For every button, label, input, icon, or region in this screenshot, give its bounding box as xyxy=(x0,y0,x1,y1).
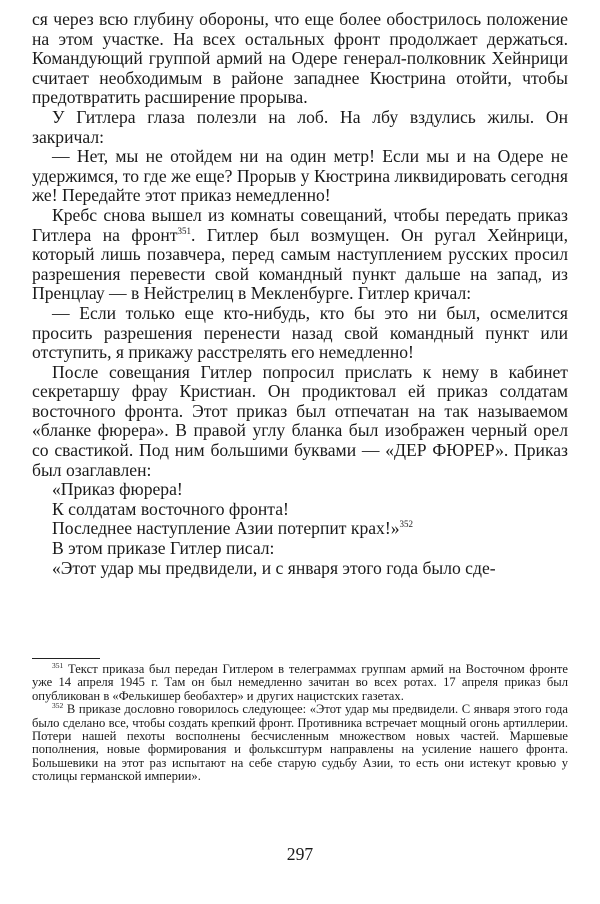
paragraph: После совещания Гитлер попросил прислать к нему в кабинет секретаршу фрау Кристиан. Он продиктовал ей приказ солдатам восточного фронта. Этот приказ был отпечатан на так называемом «бланке фюрера». В правой углу бланка был изображен черный орел со свастикой. Под ним большими буквами — «ДЕР ФЮРЕР». Приказ был озаглавлен: xyxy=(32,361,568,480)
footnotes xyxy=(32,663,568,784)
footnote-text: В приказе дословно говорилось следующее: «Этот удар мы предвидели. С января этого года было сделано все, чтобы создать крепкий фронт. Противника встречает мощный огонь артиллерии. Потери нашей пехоты восполнены бесчисленным множеством новых частей. Маршевые пополнения, новые формирования и фольксштурм направлены на усиление нашего фронта. Большевики на этот раз испытают на себе старую судьбу Азии, то есть они истекут кровью у столицы германской империи». xyxy=(32,702,568,784)
paragraph xyxy=(32,519,568,539)
footnote-351 xyxy=(32,663,568,703)
paragraph: «Этот удар мы предвидели, и с января этого года было сде- xyxy=(52,557,496,578)
footnote-text: Текст приказа был передан Гитлером в телеграммах группам армий на Восточном фронте уже 14 апреля 1945 г. Там он был немедленно зачитан во всех ротах. 17 апреля приказ был опубликован в «Фелькишер беобахтер» и других нацистских газетах. xyxy=(32,662,568,703)
page-number: 297 xyxy=(286,844,314,864)
footnote-number: 352 xyxy=(52,701,64,711)
paragraph: ся через всю глубину обороны, что еще более обострилось положение на этом участке. На всех остальных фронт продолжает держаться. Командующий группой армий на Одере генерал-полковник Хейнрици считает необходимым в районе западнее Кюстрина отойти, чтобы предотвратить расширение прорыва. xyxy=(32,9,568,108)
footnote-number: 351 xyxy=(52,661,64,670)
paragraph: — Если только еще кто-нибудь, кто бы это ни был, осмелится просить разрешения перенести назад свой командный пункт или отступить, я прикажу расстрелять его немедленно! xyxy=(32,302,568,363)
main-text xyxy=(32,10,568,578)
footnote-352 xyxy=(32,703,568,783)
paragraph-text: Последнее наступление Азии потерпит крах!» xyxy=(52,518,400,539)
footnote-ref-351: 351 xyxy=(177,225,192,236)
footnote-ref-352: 352 xyxy=(399,519,414,530)
paragraph: У Гитлера глаза полезли на лоб. На лбу вздулись жилы. Он закричал: xyxy=(32,106,568,147)
paragraph-text: Кребс снова вышел из комнаты совещаний, чтобы передать приказ Гитлера на фронт xyxy=(32,204,568,245)
paragraph: К солдатам восточного фронта! xyxy=(52,498,289,519)
paragraph: В этом приказе Гитлер писал: xyxy=(52,538,275,559)
paragraph xyxy=(32,206,568,304)
footnote-divider xyxy=(32,658,100,659)
paragraph-text: . Гитлер был возмущен. Он ругал Хейнрици, который лишь позавчера, перед самым наступлением русских просил разрешения перевести свой командный пункт дальше на запад, из Пренцлау — в Нейстрелиц в Мекленбурге. Гитлер кричал: xyxy=(32,224,568,304)
paragraph: — Нет, мы не отойдем ни на один метр! Если мы и на Одере не удержимся, то где же еще? Прорыв у Кюстрина ликвидировать сегодня же! Передайте этот приказ немедленно! xyxy=(32,146,568,206)
paragraph: «Приказ фюрера! xyxy=(52,479,183,500)
